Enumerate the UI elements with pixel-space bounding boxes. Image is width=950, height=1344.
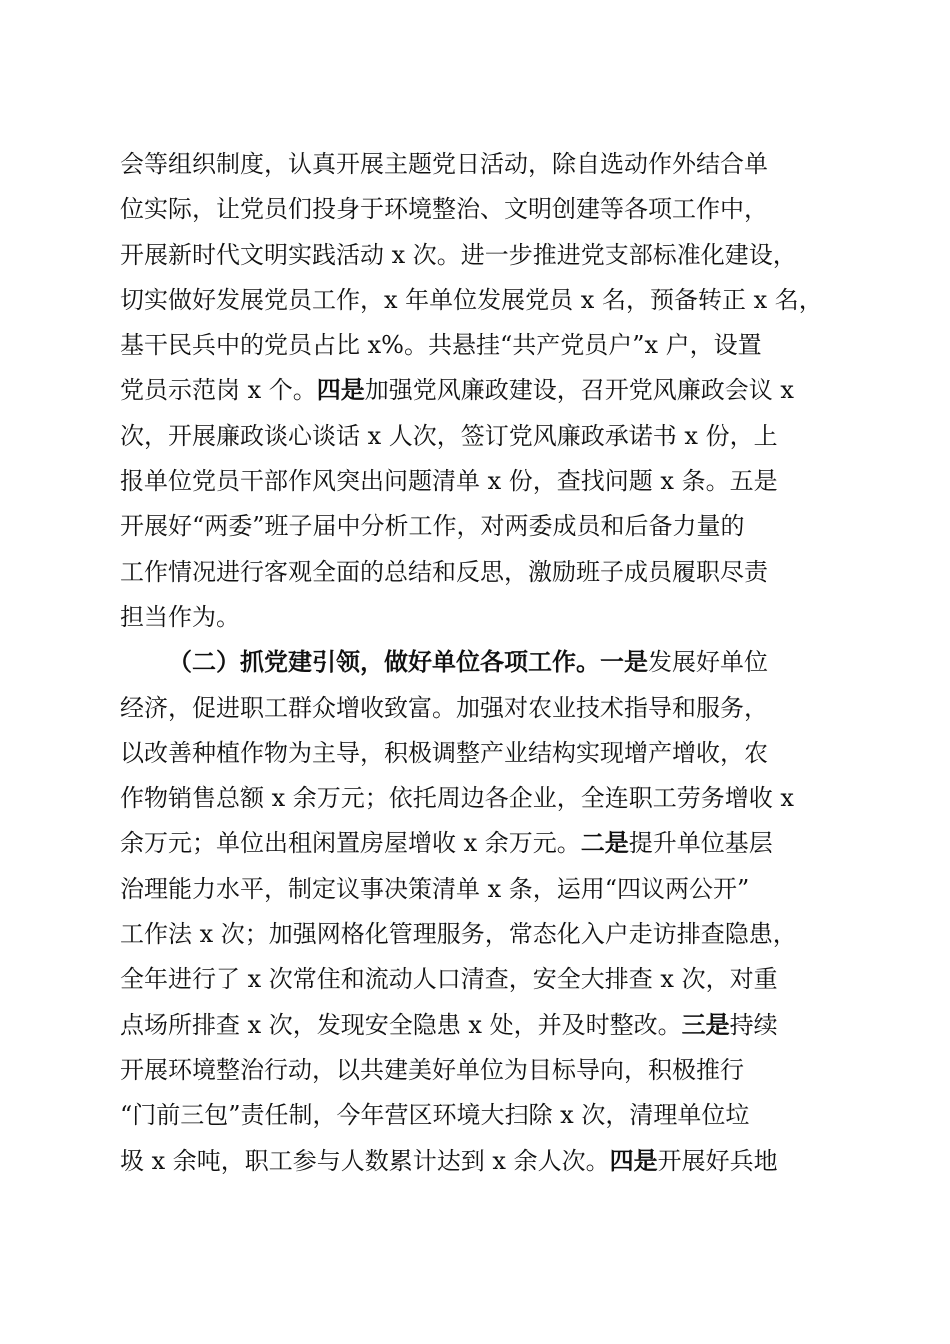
line-text: 全年进行了 x 次常住和流动人口清查，安全大排查 x 次，对重 [120, 965, 778, 994]
line-text: 次，开展廉政谈心谈话 x 人次，签订党风廉政承诺书 x 份，上 [120, 421, 778, 450]
text-line [120, 233, 840, 278]
text-line [120, 550, 840, 595]
text-line [120, 504, 840, 549]
text-line [120, 595, 840, 640]
line-text: 开展环境整治行动，以共建美好单位为目标导向，积极推行 [120, 1055, 744, 1084]
section-heading-line [120, 640, 840, 685]
text-line [120, 278, 840, 323]
text-line [120, 368, 840, 413]
line-text: 切实做好发展党员工作，x 年单位发展党员 x 名，预备转正 x 名， [120, 285, 823, 314]
text-line [120, 912, 840, 957]
line-text: 担当作为。 [120, 602, 240, 631]
line-text: 党员示范岗 x 个。 [120, 376, 317, 405]
text-line [120, 1003, 840, 1048]
line-text: 位实际，让党员们投身于环境整治、文明创建等各项工作中， [120, 195, 768, 224]
line-text: 以改善种植作物为主导，积极调整产业结构实现增产增收，农 [120, 738, 768, 767]
text-line [120, 142, 840, 187]
line-text: 开展好“两委”班子届中分析工作，对两委成员和后备力量的 [120, 512, 745, 541]
text-line [120, 414, 840, 459]
line-text: 工作法 x 次；加强网格化管理服务，常态化入户走访排查隐患， [120, 920, 797, 949]
bold-marker: 二是 [580, 829, 629, 858]
text-line [120, 323, 840, 368]
line-text: “门前三包”责任制，今年营区环境大扫除 x 次，清理单位垃 [120, 1101, 750, 1130]
bold-marker: 三是 [681, 1010, 730, 1039]
line-text: 开展新时代文明实践活动 x 次。进一步推进党支部标准化建设， [120, 240, 797, 269]
bold-marker: 四是 [316, 376, 365, 405]
text-line [120, 187, 840, 232]
text-line [120, 867, 840, 912]
bold-marker: 四是 [609, 1146, 658, 1175]
line-text: 开展好兵地 [657, 1146, 778, 1175]
line-text: 治理能力水平，制定议事决策清单 x 条，运用“四议两公开” [120, 874, 750, 903]
line-text: 基干民兵中的党员占比 x%。共悬挂“共产党员户”x 户，设置 [120, 331, 762, 360]
line-text: 圾 x 余吨，职工参与人数累计达到 x 余人次。 [120, 1146, 610, 1175]
text-line [120, 686, 840, 731]
line-text: 经济，促进职工群众增收致富。加强对农业技术指导和服务， [120, 693, 768, 722]
line-text: 点场所排查 x 次，发现安全隐患 x 处，并及时整改。 [120, 1010, 682, 1039]
line-text: 作物销售总额 x 余万元；依托周边各企业，全连职工劳务增收 x [120, 784, 794, 813]
text-line [120, 1048, 840, 1093]
text-line [120, 776, 840, 821]
text-line [120, 957, 840, 1002]
line-text: 提升单位基层 [628, 829, 773, 858]
text-line [120, 1139, 840, 1184]
line-text: 工作情况进行客观全面的总结和反思，激励班子成员履职尽责 [120, 557, 768, 586]
section-heading: （二）抓党建引领，做好单位各项工作。一是 [168, 648, 648, 677]
line-text: 持续 [729, 1010, 778, 1039]
body-text [120, 142, 840, 1184]
text-line [120, 1093, 840, 1138]
text-line [120, 459, 840, 504]
text-line [120, 731, 840, 776]
line-text: 报单位党员干部作风突出问题清单 x 份，查找问题 x 条。五是 [120, 467, 778, 496]
line-text: 加强党风廉政建设，召开党风廉政会议 x [364, 376, 794, 405]
line-text: 发展好单位 [648, 648, 768, 677]
text-line [120, 821, 840, 866]
line-text: 余万元；单位出租闲置房屋增收 x 余万元。 [120, 829, 581, 858]
line-text: 会等组织制度，认真开展主题党日活动，除自选动作外结合单 [120, 150, 768, 178]
